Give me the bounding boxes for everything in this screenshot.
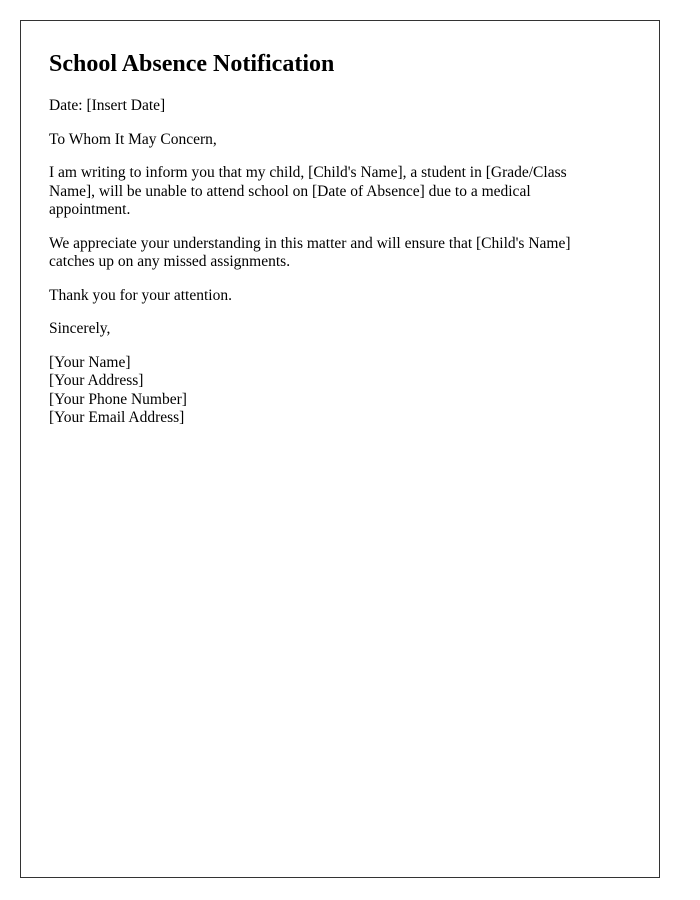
signature-phone: [Your Phone Number] — [49, 390, 187, 408]
salutation: To Whom It May Concern, — [49, 130, 217, 148]
signature-address: [Your Address] — [49, 372, 144, 389]
signature-block — [49, 354, 609, 428]
body-paragraph-3: Thank you for your attention. — [49, 286, 232, 304]
signature-email: [Your Email Address] — [49, 409, 185, 426]
letter-content — [49, 49, 609, 428]
signature-name: [Your Name] — [49, 353, 131, 371]
body-paragraph-2: We appreciate your understanding in this matter and will ensure that [Child's Name] catches up on any missed assignments. — [49, 234, 571, 270]
date-line: Date: [Insert Date] — [49, 97, 166, 114]
letter-page — [20, 20, 660, 878]
closing: Sincerely, — [49, 320, 111, 337]
letter-title: School Absence Notification — [49, 51, 335, 77]
body-paragraph-1: I am writing to inform you that my child, [Child's Name], a student in [Grade/Class Name], will be unable to attend school on [Date of Absence] due to a medical appointment. — [49, 164, 567, 218]
